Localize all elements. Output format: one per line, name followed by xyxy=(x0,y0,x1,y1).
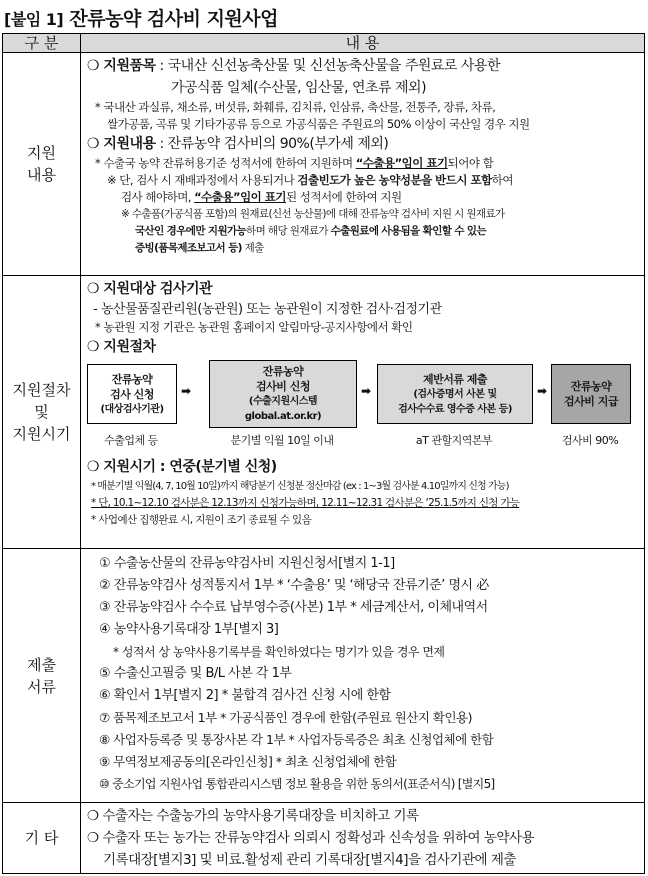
step4-caption: 검사비 90% xyxy=(561,434,619,447)
etc-line: 기록대장[별지3] 및 비료.활성제 관리 기록대장[별지4]을 검사기관에 제출 xyxy=(103,852,516,868)
etc-line: ❍ 수출자는 수출농가의 농약사용기록대장을 비치하고 기록 xyxy=(87,808,419,824)
title-text: 잔류농약 검사비 지원사업 xyxy=(69,8,278,30)
note-raw-material-cont: 국산인 경우에만 지원가능하며 해당 원재료가 수출원료에 사용됨을 확인할 수 있는 xyxy=(135,225,487,237)
step2-caption: 분기별 익월 10일 이내 xyxy=(230,434,334,447)
target-line-a: - 농산물품질관리원(농관원) 또는 농관원이 지정한 검사·검정기관 xyxy=(93,302,442,317)
list-item: ④ 농약사용기록대장 1부[별지 3] xyxy=(99,622,279,637)
step4-box: 잔류농약 검사비 지급 xyxy=(551,364,631,424)
title-tag: [붙임 1] xyxy=(4,10,64,29)
step3-box: 제반서류 제출 (검사증명서 사본 및 검사수수료 영수증 사본 등) xyxy=(377,364,533,424)
list-item: ⑨ 무역정보제공동의[온라인신청] * 최초 신청업체에 한함 xyxy=(99,754,397,769)
list-item: ⑦ 품목제조보고서 1부 * 가공식품인 경우에 한함(주원료 원산지 확인용) xyxy=(99,710,472,725)
label-etc: 기 타 xyxy=(3,803,81,874)
page-title xyxy=(4,4,278,31)
row-etc xyxy=(3,803,645,874)
list-item: ⑥ 확인서 1부[별지 2] * 불합격 검사건 신청 시에 한함 xyxy=(99,688,391,703)
step1-caption: 수출업체 등 xyxy=(104,434,158,447)
list-item: ③ 잔류농약검사 수수료 납부영수증(사본) 1부 * 세금계산서, 이체내역서 xyxy=(99,600,488,615)
row-documents xyxy=(3,549,645,803)
note-pesticide-cont: 검사 해야하며, “수출용”임이 표기된 성적서에 한하여 지원 xyxy=(121,190,402,204)
row-support-content xyxy=(3,53,645,276)
note-export-label: * 수출국 농약 잔류허용기준 성적서에 한하여 지원하며 “수출용”임이 표기되어야 함 xyxy=(95,156,494,170)
target-heading: ❍ 지원대상 검사기관 xyxy=(87,281,212,297)
content-etc xyxy=(81,803,645,874)
list-item: ① 수출농산물의 잔류농약검사비 지원신청서[별지 1-1] xyxy=(99,556,395,571)
procedure-heading: ❍ 지원절차 xyxy=(87,339,156,355)
list-item: ⑧ 사업자등록증 및 통장사본 각 1부 * 사업자등록증은 최초 신청업체에 한함 xyxy=(99,732,494,747)
timing-line-c: * 사업예산 집행완료 시, 지원이 조기 종료될 수 있음 xyxy=(91,514,312,526)
arrow-icon: ➡ xyxy=(537,384,547,398)
header-col-content: 내 용 xyxy=(81,34,645,53)
arrow-icon: ➡ xyxy=(181,384,191,398)
procedure-flow xyxy=(87,360,640,456)
table-header-row xyxy=(3,34,645,53)
timing-line-a: * 매분기별 익월(4, 7, 10월 10일)까지 해당분기 신청분 정산마감 (ex : 1~3월 검사분 4.10일까지 신청 가능) xyxy=(91,481,509,492)
label-documents: 제출 서류 xyxy=(3,549,81,803)
target-line-b: * 농관원 지정 기관은 농관원 홈페이지 알림마당-공지사항에서 확인 xyxy=(95,320,413,334)
list-item: ② 잔류농약검사 성적통지서 1부 * ‘수출용’ 및 ‘해당국 잔류기준’ 명시 必 xyxy=(99,578,489,593)
list-item: * 성적서 상 농약사용기록부를 확인하였다는 명기가 있을 경우 면제 xyxy=(113,645,445,659)
support-table xyxy=(2,33,645,874)
step2-box: 잔류농약 검사비 신청 (수출지원시스템 global.at.or.kr) xyxy=(209,360,357,428)
content-support-content xyxy=(81,53,645,276)
content-procedure xyxy=(81,276,645,549)
timing-heading: ❍ 지원시기 : 연중(분기별 신청) xyxy=(87,459,277,475)
label-support-content: 지원 내용 xyxy=(3,53,81,276)
note-item-a: * 국내산 과실류, 채소류, 버섯류, 화훼류, 김치류, 인삼류, 축산물, 전통주, 장류, 차류, xyxy=(95,100,496,114)
etc-line: ❍ 수출자 또는 농가는 잔류농약검사 의뢰시 정확성과 신속성을 위하여 농약사용 xyxy=(87,830,535,846)
support-amount-line: ❍ 지원내용 : 잔류농약 검사비의 90%(부가세 제외) xyxy=(87,136,389,152)
header-col-category: 구 분 xyxy=(3,34,81,53)
label-procedure: 지원절차 및 지원시기 xyxy=(3,276,81,549)
note-raw-material-proof: 증빙(품목제조보고서 등) 제출 xyxy=(135,242,264,254)
note-raw-material: ※ 수출품(가공식품 포함)의 원재료(신선 농산물)에 대해 잔류농약 검사비 지원 시 원재료가 xyxy=(121,208,505,220)
step3-caption: aT 관할지역본부 xyxy=(415,434,493,447)
list-item: ⑩ 중소기업 지원사업 통합관리시스템 정보 활용을 위한 동의서(표준서식) [별지5] xyxy=(99,777,495,791)
list-item: ⑤ 수출신고필증 및 B/L 사본 각 1부 xyxy=(99,666,292,681)
timing-line-b: * 단, 10.1~12.10 검사분은 12.13까지 신청가능하며, 12.11~12.31 검사분은 ‘25.1.5까지 신청 가능 xyxy=(91,497,520,509)
support-item-line: ❍ 지원품목 : 국내산 신선농축산물 및 신선농축산물을 주원료로 사용한 xyxy=(87,58,500,74)
row-procedure xyxy=(3,276,645,549)
note-item-b: 쌀가공품, 곡류 및 기타가공류 등으로 가공식품은 주원료의 50% 이상이 국산일 경우 지원 xyxy=(107,117,530,131)
note-pesticide: ※ 단, 검사 시 재배과정에서 사용되거나 검출빈도가 높은 농약성분을 반드시 포함하여 xyxy=(107,173,513,187)
content-documents xyxy=(81,549,645,803)
arrow-icon: ➡ xyxy=(361,384,371,398)
step1-box: 잔류농약 검사 신청 (대상검사기관) xyxy=(87,364,177,424)
support-item-cont: 가공식품 일체(수산물, 임산물, 연초류 제외) xyxy=(171,80,427,96)
